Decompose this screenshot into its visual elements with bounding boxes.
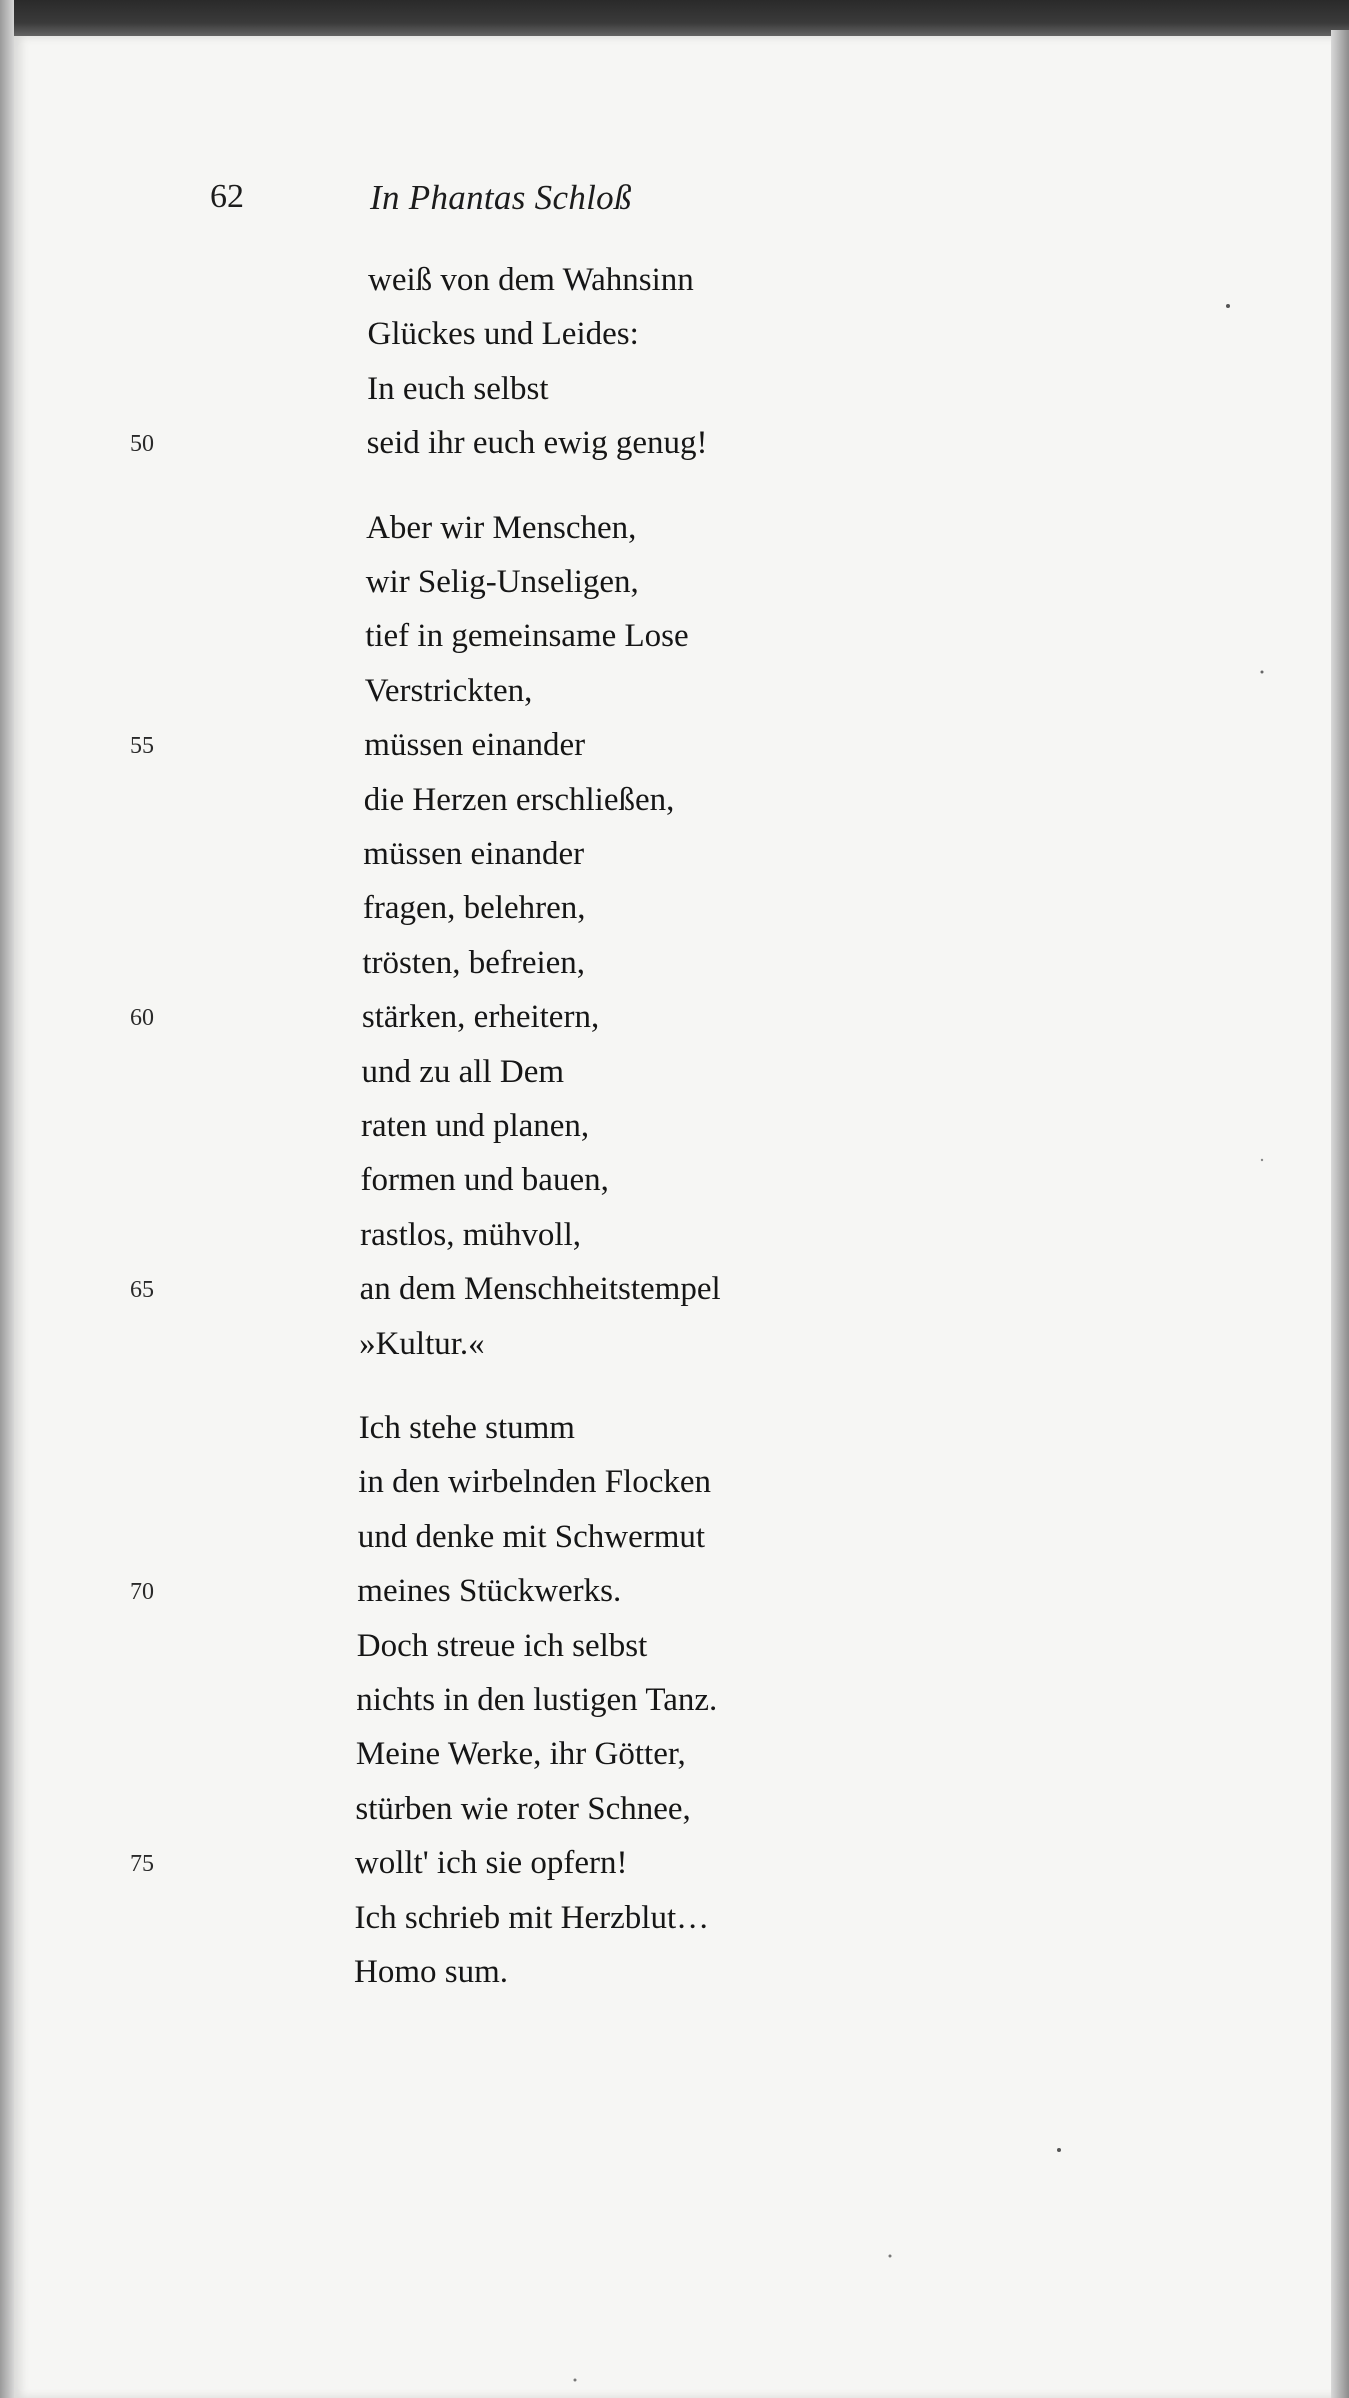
poem-line [0, 1271, 1349, 1325]
poem-line-text: Ich schrieb mit Herzblut… [354, 1899, 710, 1936]
poem-line-text: Doch streue ich selbst [356, 1627, 648, 1664]
line-number: 55 [130, 733, 154, 760]
poem-line-text: trösten, befreien, [362, 944, 586, 981]
line-number: 50 [130, 431, 154, 458]
poem-line-text: Aber wir Menschen, [366, 509, 637, 546]
poem-line [0, 1791, 1349, 1845]
poem-line [0, 425, 1349, 479]
poem-line-text: wollt' ich sie opfern! [354, 1845, 628, 1882]
poem-line-text: stürben wie roter Schnee, [355, 1790, 691, 1827]
poem-line [0, 1736, 1349, 1790]
poem-line [0, 1217, 1349, 1271]
poem-line-text: Verstrickten, [364, 672, 533, 709]
line-number: 60 [130, 1005, 154, 1032]
poem-line-text: formen und bauen, [360, 1162, 609, 1199]
poem-line-text: müssen einander [363, 836, 585, 872]
poem-line [0, 1054, 1349, 1108]
poem-line [0, 564, 1349, 618]
page-header [0, 178, 1349, 228]
poem-line [0, 262, 1349, 316]
book-top-shadow [0, 0, 1349, 38]
poem-line [0, 618, 1349, 672]
poem-line [0, 371, 1349, 425]
poem-line [0, 1845, 1349, 1899]
poem-line-text: und zu all Dem [361, 1053, 565, 1090]
poem-line [0, 673, 1349, 727]
poem-line-text: Ich stehe stumm [358, 1410, 575, 1446]
poem-line [0, 1628, 1349, 1682]
poem-line [0, 1573, 1349, 1627]
poem-line [0, 836, 1349, 890]
poem-line-text: tief in gemeinsame Lose [365, 618, 689, 655]
running-title: In Phantas Schloß [370, 178, 632, 217]
poem-line-text: müssen einander [364, 727, 586, 764]
poem-line-text: an dem Menschheitstempel [359, 1271, 721, 1308]
poem-line [0, 1682, 1349, 1736]
poem-line [0, 1900, 1349, 1954]
poem-line-text: Meine Werke, ihr Götter, [355, 1736, 686, 1773]
poem-line [0, 1326, 1349, 1380]
poem-line-text: fragen, belehren, [362, 890, 586, 927]
line-number: 65 [130, 1277, 154, 1304]
poem-line [0, 510, 1349, 564]
poem-line [0, 999, 1349, 1053]
poem-line-text: in den wirbelnden Flocken [358, 1464, 712, 1501]
poem-line [0, 890, 1349, 944]
poem-line-text: und denke mit Schwermut [357, 1518, 706, 1555]
poem-line [0, 316, 1349, 370]
page-number: 62 [210, 178, 244, 215]
poem-line [0, 1464, 1349, 1518]
poem-line-text: In euch selbst [367, 370, 549, 407]
poem-line [0, 727, 1349, 781]
poem-line [0, 1954, 1349, 2008]
poem-line-text: Glückes und Leides: [367, 316, 639, 353]
poem-line-text: Homo sum. [354, 1954, 509, 1990]
poem-line-text: rastlos, mühvoll, [360, 1216, 582, 1253]
line-number: 70 [130, 1579, 154, 1606]
poem-line [0, 1162, 1349, 1216]
poem-line-text: wir Selig-Unseligen, [365, 564, 639, 600]
poem-line-text: »Kultur.« [359, 1325, 485, 1362]
poem-line [0, 782, 1349, 836]
poem-line-text: raten und planen, [361, 1108, 590, 1144]
line-number: 75 [130, 1851, 154, 1878]
poem-line-text: nichts in den lustigen Tanz. [356, 1682, 718, 1718]
poem-line-text: die Herzen erschließen, [363, 781, 675, 818]
poem-line-text: weiß von dem Wahnsinn [368, 262, 694, 298]
poem-line [0, 945, 1349, 999]
poem-line-text: stärken, erheitern, [361, 999, 600, 1036]
poem-line [0, 1108, 1349, 1162]
poem-line-text: meines Stückwerks. [357, 1573, 622, 1610]
poem-line-text: seid ihr euch ewig genug! [366, 425, 708, 462]
poem-line [0, 1519, 1349, 1573]
poem-line [0, 1410, 1349, 1464]
